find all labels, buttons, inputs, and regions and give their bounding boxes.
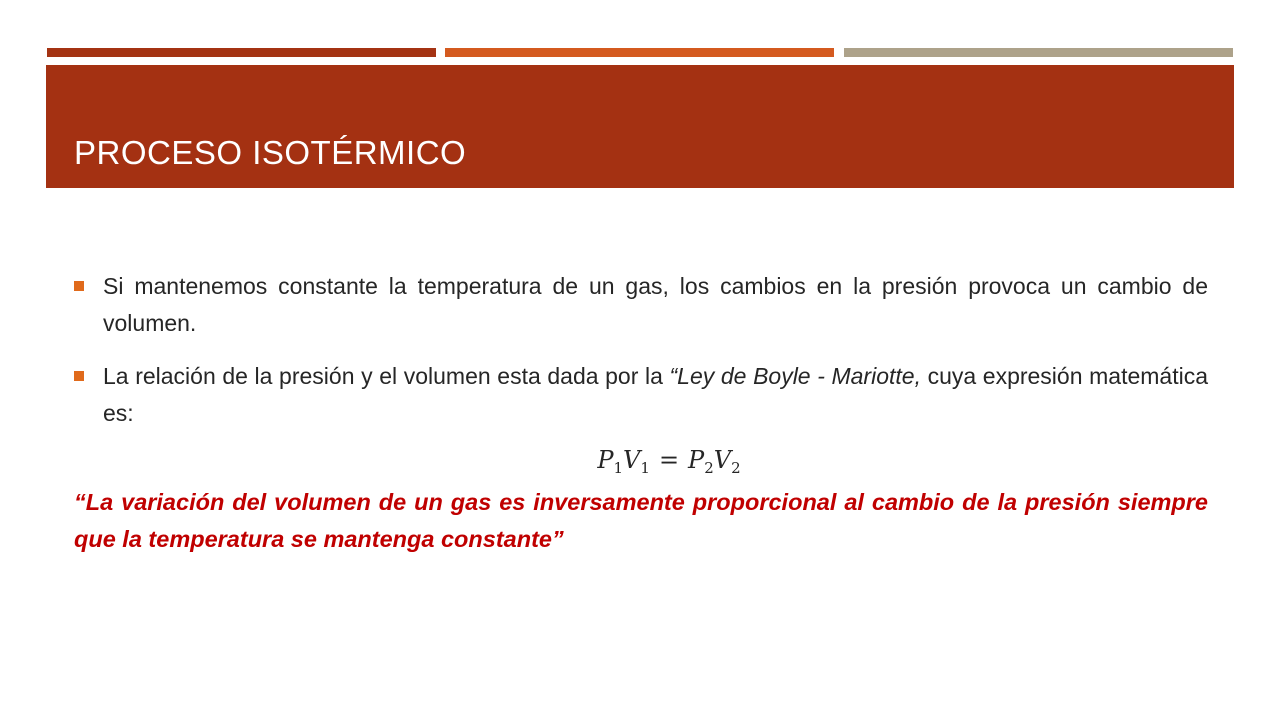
eq-p2: P — [688, 446, 705, 474]
bullet-text-after: cuya expresión matemática es: — [103, 363, 1208, 426]
eq-p1: P — [597, 446, 614, 474]
bullet-item-constant-temperature — [74, 268, 1208, 342]
eq-sub3: 2 — [704, 459, 714, 477]
eq-sub1: 1 — [613, 459, 624, 477]
bullet-text-before: La relación de la presión y el volumen esta dada por la — [103, 363, 670, 389]
bullet-text-law-name: “Ley de Boyle - Mariotte, — [669, 363, 921, 389]
bullet-item-boyle-law — [74, 358, 1208, 432]
square-bullet-icon — [74, 371, 84, 381]
boyle-equation — [74, 440, 1208, 480]
bullet-text: Si mantenemos constante la temperatura de un gas, los cambios en la presión provoca un cambio de volumen. — [103, 273, 1208, 336]
square-bullet-icon — [74, 281, 84, 291]
boyle-law-quote: “La variación del volumen de un gas es inversamente proporcional al cambio de la presión siempre que la temperatura se mantenga constante” — [74, 489, 1208, 552]
accent-bar-tan — [844, 48, 1233, 57]
title-band — [46, 65, 1234, 188]
eq-sub4: 2 — [731, 459, 741, 477]
eq-v1: V — [623, 446, 641, 474]
slide-content — [74, 268, 1208, 558]
accent-bar-dark-red — [47, 48, 436, 57]
eq-sub2: 1 — [640, 459, 650, 477]
accent-bar-orange — [445, 48, 834, 57]
eq-equals: = — [658, 446, 680, 474]
slide-title: PROCESO ISOTÉRMICO — [74, 134, 467, 171]
eq-v2: V — [713, 446, 732, 474]
